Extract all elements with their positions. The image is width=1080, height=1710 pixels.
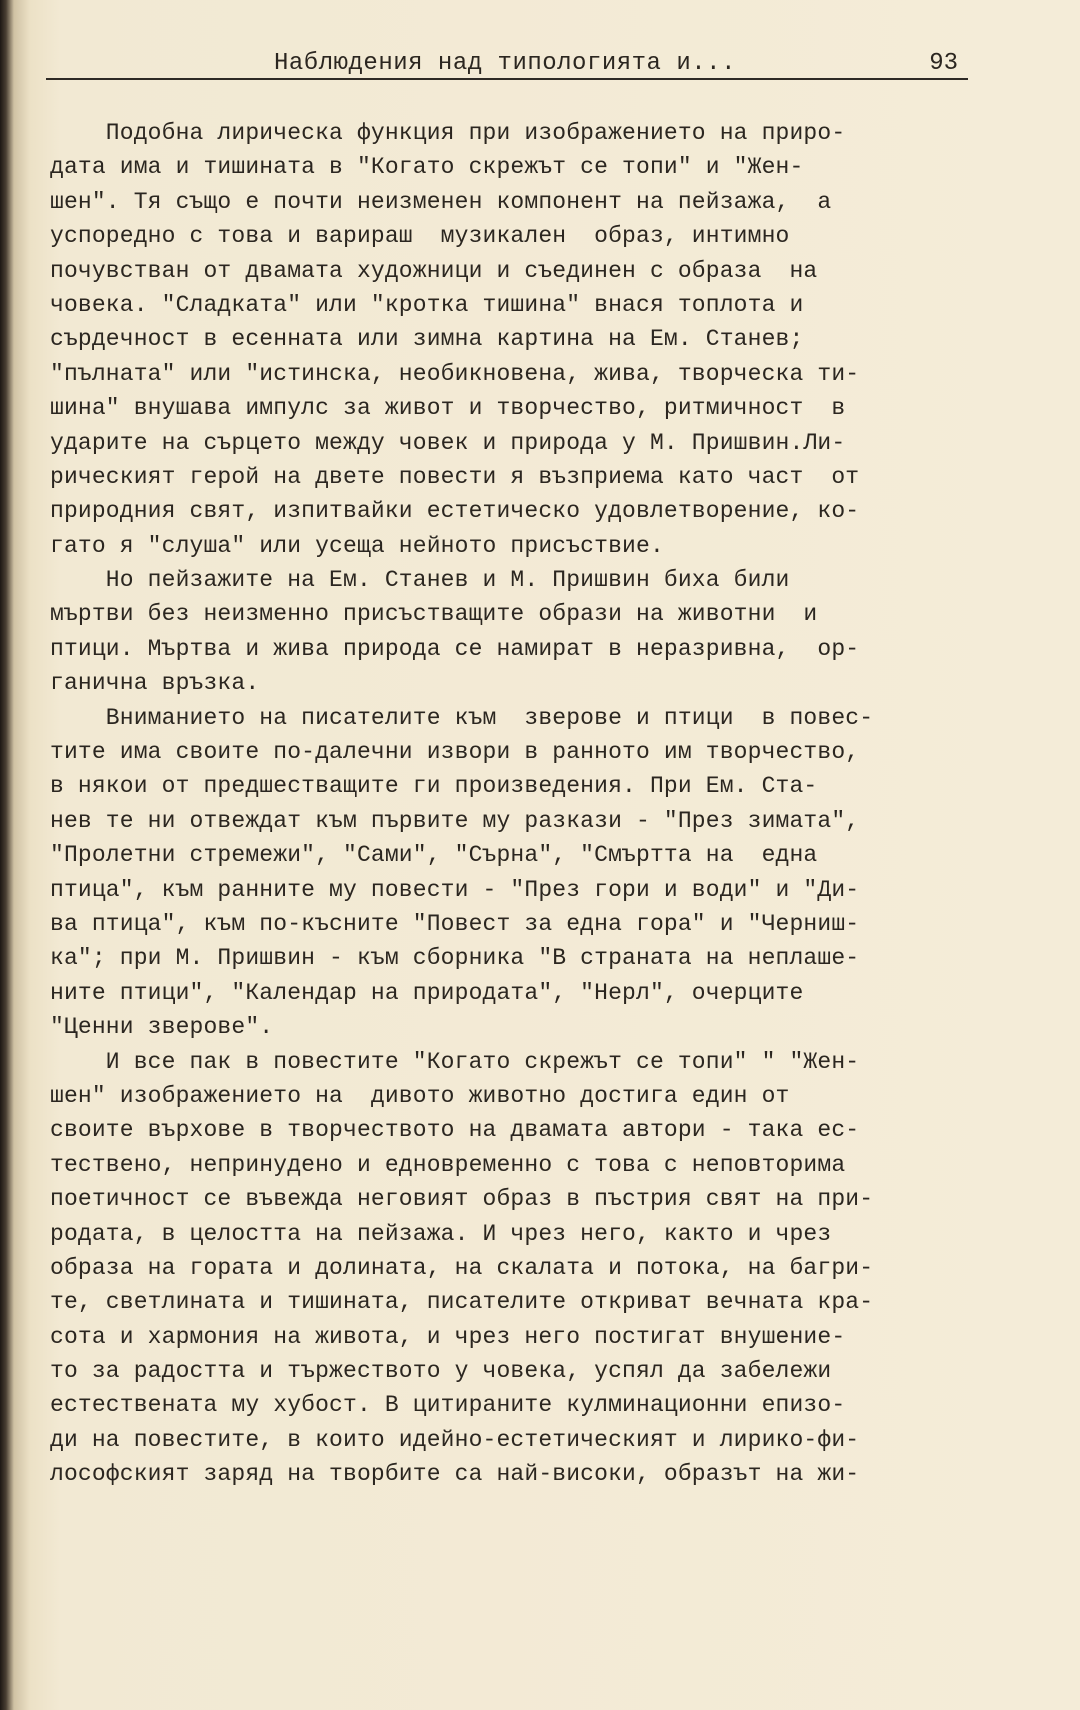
- text-line: образа на гората и долината, на скалата и потока, на багри-: [50, 1254, 874, 1281]
- text-line: тествено, непринудено и едновременно с това с неповторима: [50, 1151, 846, 1178]
- text-line: своите върхове в творчеството на двамата автори - така ес-: [50, 1117, 860, 1144]
- text-line: човека. "Сладката" или "кротка тишина" внася топлота и: [50, 291, 804, 318]
- text-line: шен". Тя също е почти неизменен компонент на пейзажа, а: [50, 188, 832, 215]
- text-line: ганична връзка.: [50, 670, 260, 697]
- text-line: рическият герой на двете повести я възприема като част от: [50, 463, 860, 490]
- text-line: в някои от предшестващите ги произведения. При Ем. Ста-: [50, 773, 818, 800]
- text-line: естествената му хубост. В цитираните кулминационни епизо-: [50, 1392, 846, 1419]
- text-line: мъртви без неизменно присъстващите образи на животни и: [50, 601, 818, 628]
- text-line: "Ценни зверове".: [50, 1014, 274, 1041]
- page-number: 93: [929, 50, 958, 77]
- text-line: сърдечност в есенната или зимна картина на Ем. Станев;: [50, 326, 804, 353]
- text-line: Но пейзажите на Ем. Станев и М. Пришвин биха били: [50, 567, 790, 594]
- header-rule: [46, 78, 968, 80]
- text-line: сота и хармония на живота, и чрез него постигат внушение-: [50, 1323, 846, 1350]
- text-line: шина" внушава импулс за живот и творчество, ритмичност в: [50, 395, 846, 422]
- text-line: ва птица", към по-късните "Повест за една гора" и "Черниш-: [50, 910, 860, 937]
- text-line: успоредно с това и варираш музикален образ, интимно: [50, 223, 790, 250]
- text-line: шен" изображението на дивото животно достига един от: [50, 1082, 790, 1109]
- text-line: ка"; при М. Пришвин - към сборника "В страната на неплаше-: [50, 945, 860, 972]
- text-line: те, светлината и тишината, писателите откриват вечната кра-: [50, 1289, 874, 1316]
- text-line: гато я "слуша" или усеща нейното присъствие.: [50, 532, 664, 559]
- text-line: Подобна лирическа функция при изображението на приро-: [50, 120, 846, 146]
- text-line: птици. Мъртва и жива природа се намират в неразривна, ор-: [50, 635, 860, 662]
- text-line: нев те ни отвеждат към първите му разкази - "През зимата",: [50, 807, 860, 834]
- text-line: ните птици", "Календар на природата", "Нерл", очерците: [50, 979, 804, 1006]
- text-line: поетичност се въвежда неговият образ в пъстрия свят на при-: [50, 1186, 874, 1213]
- text-line: Вниманието на писателите към зверове и птици в повес-: [50, 704, 874, 731]
- body-text: [50, 116, 980, 1492]
- text-line: "пълната" или "истинска, необикновена, жива, творческа ти-: [50, 360, 860, 387]
- text-line: лософският заряд на творбите са най-високи, образът на жи-: [50, 1461, 860, 1488]
- running-title: Наблюдения над типологията и...: [274, 50, 736, 77]
- text-line: ударите на сърцето между човек и природа у М. Пришвин.Ли-: [50, 429, 846, 456]
- text-line: "Пролетни стремежи", "Сами", "Сърна", "Смъртта на една: [50, 842, 818, 869]
- text-line: почувстван от двамата художници и съединен с образа на: [50, 257, 818, 284]
- text-line: то за радостта и тържеството у човека, успял да забележи: [50, 1358, 832, 1385]
- page-header: [46, 48, 968, 80]
- text-line: птица", към ранните му повести - "През гори и води" и "Ди-: [50, 876, 860, 903]
- text-line: природния свят, изпитвайки естетическо удовлетворение, ко-: [50, 498, 860, 525]
- text-line: ди на повестите, в които идейно-естетическият и лирико-фи-: [50, 1426, 860, 1453]
- text-line: И все пак в повестите "Когато скрежът се топи" " "Жен-: [50, 1048, 860, 1075]
- text-line: дата има и тишината в "Когато скрежът се топи" и "Жен-: [50, 154, 804, 181]
- text-line: тите има своите по-далечни извори в ранното им творчество,: [50, 739, 860, 766]
- text-line: родата, в целостта на пейзажа. И чрез него, както и чрез: [50, 1220, 832, 1247]
